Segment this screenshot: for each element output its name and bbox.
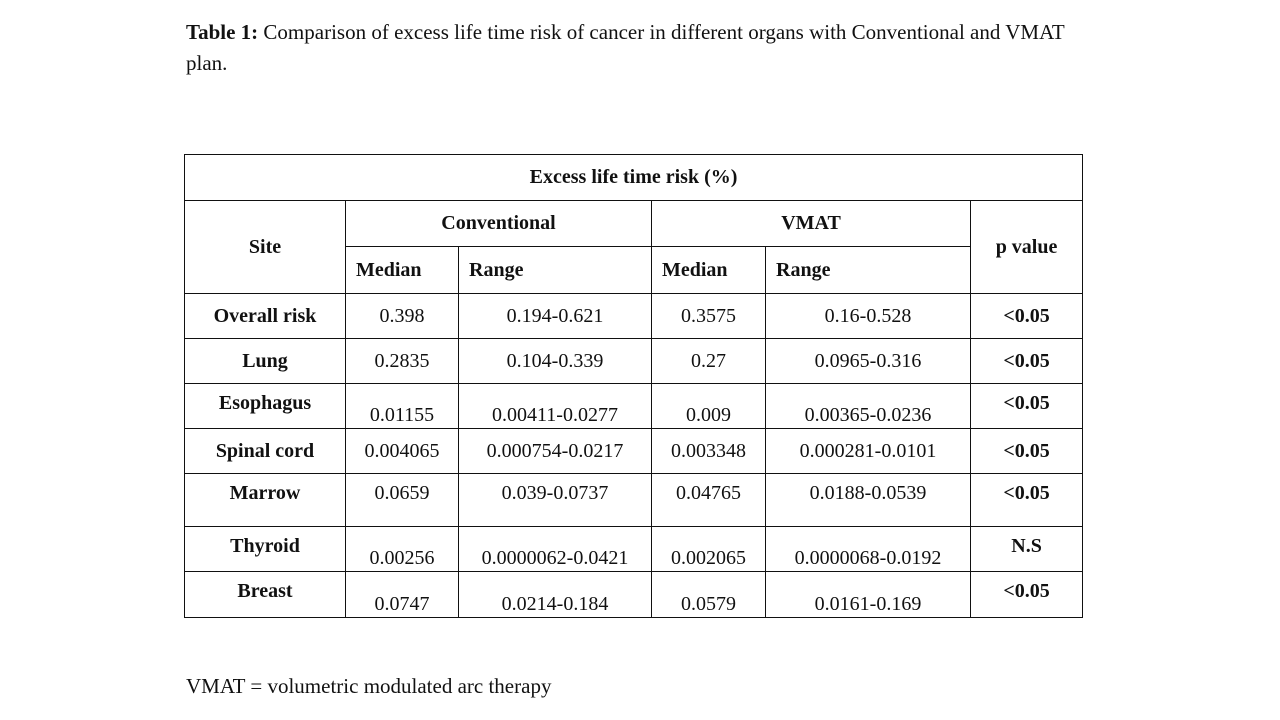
conv-range-cell: 0.000754-0.0217 bbox=[459, 429, 652, 474]
conv-median-cell: 0.01155 bbox=[346, 384, 459, 429]
site-cell: Spinal cord bbox=[185, 429, 346, 474]
conv-median-cell: 0.2835 bbox=[346, 339, 459, 384]
vmat-range-cell: 0.000281-0.0101 bbox=[766, 429, 971, 474]
caption-text: Comparison of excess life time risk of cancer in different organs with Conventional and VMAT plan. bbox=[186, 20, 1065, 75]
conv-median-cell: 0.00256 bbox=[346, 527, 459, 572]
pvalue-cell: <0.05 bbox=[971, 294, 1083, 339]
pvalue-cell: <0.05 bbox=[971, 384, 1083, 429]
site-cell: Breast bbox=[185, 572, 346, 618]
site-cell: Thyroid bbox=[185, 527, 346, 572]
vmat-median-header: Median bbox=[652, 247, 766, 294]
table-row bbox=[185, 429, 1083, 474]
site-header: Site bbox=[185, 201, 346, 294]
table-caption bbox=[186, 17, 1106, 79]
table-row bbox=[185, 474, 1083, 527]
risk-table bbox=[184, 154, 1083, 618]
conv-median-cell: 0.0659 bbox=[346, 474, 459, 527]
conventional-header: Conventional bbox=[346, 201, 652, 247]
vmat-range-header: Range bbox=[766, 247, 971, 294]
pvalue-cell: <0.05 bbox=[971, 572, 1083, 618]
table-title: Excess life time risk (%) bbox=[185, 155, 1083, 201]
vmat-range-cell: 0.0188-0.0539 bbox=[766, 474, 971, 527]
pvalue-header: p value bbox=[971, 201, 1083, 294]
conv-median-cell: 0.398 bbox=[346, 294, 459, 339]
table-row bbox=[185, 384, 1083, 429]
vmat-range-cell: 0.00365-0.0236 bbox=[766, 384, 971, 429]
conv-range-cell: 0.194-0.621 bbox=[459, 294, 652, 339]
vmat-median-cell: 0.009 bbox=[652, 384, 766, 429]
vmat-median-cell: 0.003348 bbox=[652, 429, 766, 474]
vmat-range-cell: 0.16-0.528 bbox=[766, 294, 971, 339]
site-cell: Esophagus bbox=[185, 384, 346, 429]
pvalue-cell: <0.05 bbox=[971, 429, 1083, 474]
vmat-median-cell: 0.04765 bbox=[652, 474, 766, 527]
pvalue-cell: <0.05 bbox=[971, 339, 1083, 384]
table-title-row bbox=[185, 155, 1083, 201]
site-cell: Marrow bbox=[185, 474, 346, 527]
conv-median-cell: 0.0747 bbox=[346, 572, 459, 618]
risk-table-body bbox=[185, 155, 1083, 618]
conventional-median-header: Median bbox=[346, 247, 459, 294]
conv-range-cell: 0.00411-0.0277 bbox=[459, 384, 652, 429]
table-row bbox=[185, 294, 1083, 339]
table-row bbox=[185, 572, 1083, 618]
conventional-range-header: Range bbox=[459, 247, 652, 294]
table-row bbox=[185, 339, 1083, 384]
pvalue-cell: <0.05 bbox=[971, 474, 1083, 527]
vmat-median-cell: 0.002065 bbox=[652, 527, 766, 572]
vmat-median-cell: 0.27 bbox=[652, 339, 766, 384]
vmat-header: VMAT bbox=[652, 201, 971, 247]
vmat-range-cell: 0.0000068-0.0192 bbox=[766, 527, 971, 572]
site-cell: Lung bbox=[185, 339, 346, 384]
site-cell: Overall risk bbox=[185, 294, 346, 339]
conv-range-cell: 0.0000062-0.0421 bbox=[459, 527, 652, 572]
caption-label: Table 1: bbox=[186, 20, 259, 44]
conv-range-cell: 0.039-0.0737 bbox=[459, 474, 652, 527]
vmat-range-cell: 0.0161-0.169 bbox=[766, 572, 971, 618]
group-header-row bbox=[185, 201, 1083, 247]
vmat-range-cell: 0.0965-0.316 bbox=[766, 339, 971, 384]
conv-range-cell: 0.0214-0.184 bbox=[459, 572, 652, 618]
table-row bbox=[185, 527, 1083, 572]
vmat-median-cell: 0.3575 bbox=[652, 294, 766, 339]
conv-median-cell: 0.004065 bbox=[346, 429, 459, 474]
table-footnote: VMAT = volumetric modulated arc therapy bbox=[186, 674, 552, 698]
pvalue-cell: N.S bbox=[971, 527, 1083, 572]
vmat-median-cell: 0.0579 bbox=[652, 572, 766, 618]
conv-range-cell: 0.104-0.339 bbox=[459, 339, 652, 384]
